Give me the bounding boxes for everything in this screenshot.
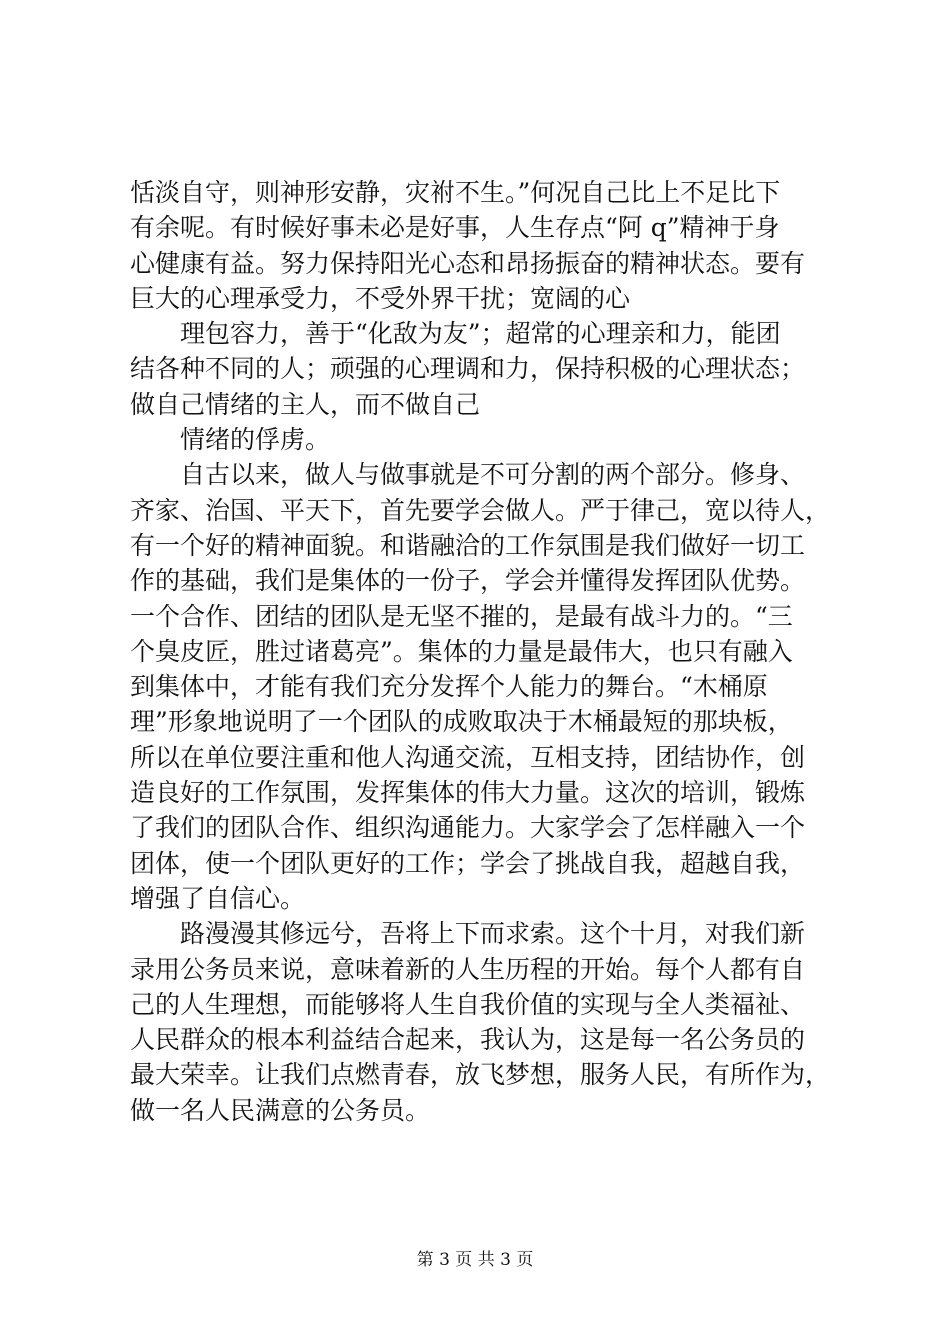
paragraph-4: 自古以来，做人与做事就是不可分割的两个部分。修身、 齐家、治国、平天下，首先要学会做人。严于律己，宽以待人， 有一个好的精神面貌。和谐融洽的工作氛围是我们做好一切工 作的基础，我们是集体的一份子，学会并懂得发挥团队优势。 一个合作、团结的团队是无坚不摧的，是最有战斗力的。“三 个臭皮匠，胜过诸葛亮”。集体的力量是最伟大，也只有融入 到集体中，才能有我们充分发挥个人能力的舞台。“木桶原 理”形象地说明了一个团队的成败取决于木桶最短的那块板， 所以在单位要注重和他人沟通交流，互相支持，团结协作，创 造良好的工作氛围，发挥集体的伟大力量。这次的培训，锻炼 了我们的团队合作、组织沟通能力。大家学会了怎样融入一个 团体，使一个团队更好的工作；学会了挑战自我，超越自我， 增强了自信心。: [130, 460, 831, 913]
document-body: [130, 175, 830, 1128]
paragraph-2: 理包容力，善于“化敌为友”；超常的心理亲和力，能团 结各种不同的人；顽强的心理调和力，保持积极的心理状态； 做自己情绪的主人，而不做自己: [130, 319, 806, 419]
page-number-label: 第 3 页 共 3 页: [416, 1250, 534, 1270]
paragraph-3: 情绪的俘虏。: [180, 425, 331, 455]
paragraph-5: 路漫漫其修远兮，吾将上下而求索。这个十月，对我们新 录用公务员来说，意味着新的人生历程的开始。每个人都有自 己的人生理想，而能够将人生自我价值的实现与全人类福祉、 人民群众的根本利益结合起来，我认为，这是每一名公务员的 最大荣幸。让我们点燃青春，放飞梦想，服务人民，有所作为， 做一名人民满意的公务员。: [130, 919, 831, 1125]
paragraph-1: 恬淡自守，则神形安静，灾祔不生。”何况自己比上不足比下 有余呢。有时候好事未必是好事，人生存点“阿 q”精神于身 心健康有益。努力保持阳光心态和昂扬振奋的精神状态。要有 巨大的心理承受力，不受外界干扰；宽阔的心: [130, 178, 806, 313]
page-footer: [0, 1245, 950, 1270]
